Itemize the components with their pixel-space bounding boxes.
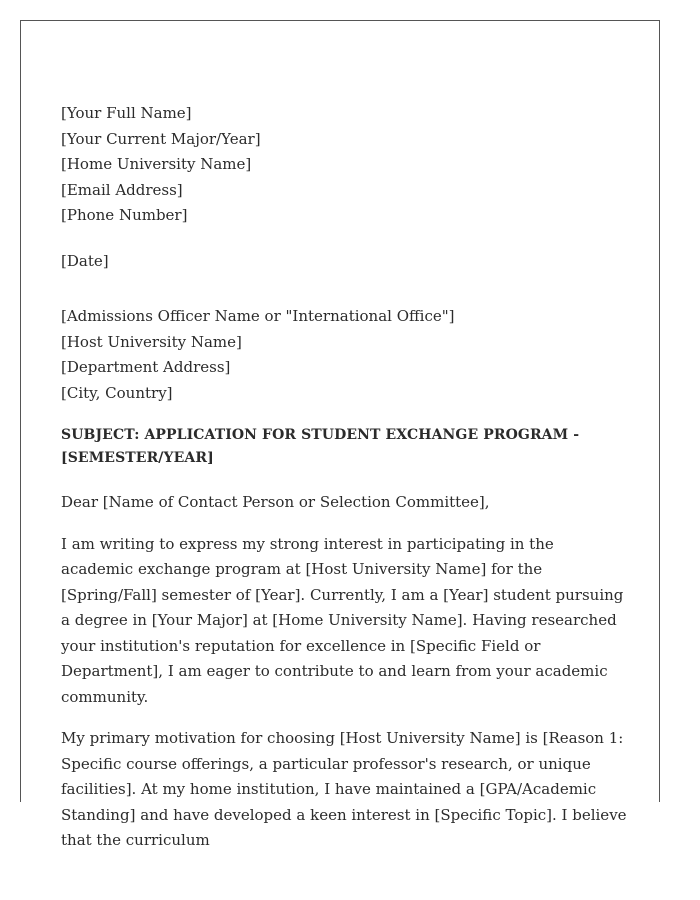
sender-major-year: [Your Current Major/Year]	[61, 129, 261, 148]
sender-phone: [Phone Number]	[61, 206, 188, 224]
body-paragraph-2: My primary motivation for choosing [Host University Name] is [Reason 1: Specific course offerings, a particular professor's research, or unique facilities]. At my home institution, I have maintained a [GPA/Academic Standing] and have developed a keen interest in [Specific Topic]. I believe that the curriculum	[61, 729, 627, 849]
salutation-text: Dear [Name of Contact Person or Selection Committee],	[61, 493, 490, 511]
sender-email: [Email Address]	[61, 180, 183, 199]
sender-block	[61, 101, 627, 229]
recipient-block	[61, 304, 627, 406]
sender-home-university: [Home University Name]	[61, 155, 252, 173]
letter-date	[61, 249, 627, 275]
subject-line-2: [SEMESTER/YEAR]	[61, 450, 214, 466]
subject-line	[61, 424, 627, 470]
recipient-officer: [Admissions Officer Name or "International Office"]	[61, 307, 455, 325]
recipient-department-address: [Department Address]	[61, 358, 231, 376]
letter-content	[61, 101, 627, 870]
salutation	[61, 490, 627, 516]
subject-line-1: SUBJECT: APPLICATION FOR STUDENT EXCHANGE PROGRAM -	[61, 427, 580, 443]
date-text: [Date]	[61, 251, 109, 270]
sender-full-name: [Your Full Name]	[61, 104, 192, 122]
recipient-city-country: [City, Country]	[61, 383, 173, 402]
recipient-host-university: [Host University Name]	[61, 332, 242, 351]
letter-page	[20, 20, 660, 849]
body-paragraph-1: I am writing to express my strong interest in participating in the academic exchange program at [Host University Name] for the [Spring/Fall] semester of [Year]. Currently, I am a [Year] student pursuing a degree in [Your Major] at [Home University Name]. Having researched your institution's reputation for excellence in [Specific Field or Department], I am eager to contribute to and learn from your academic community.	[61, 534, 624, 706]
